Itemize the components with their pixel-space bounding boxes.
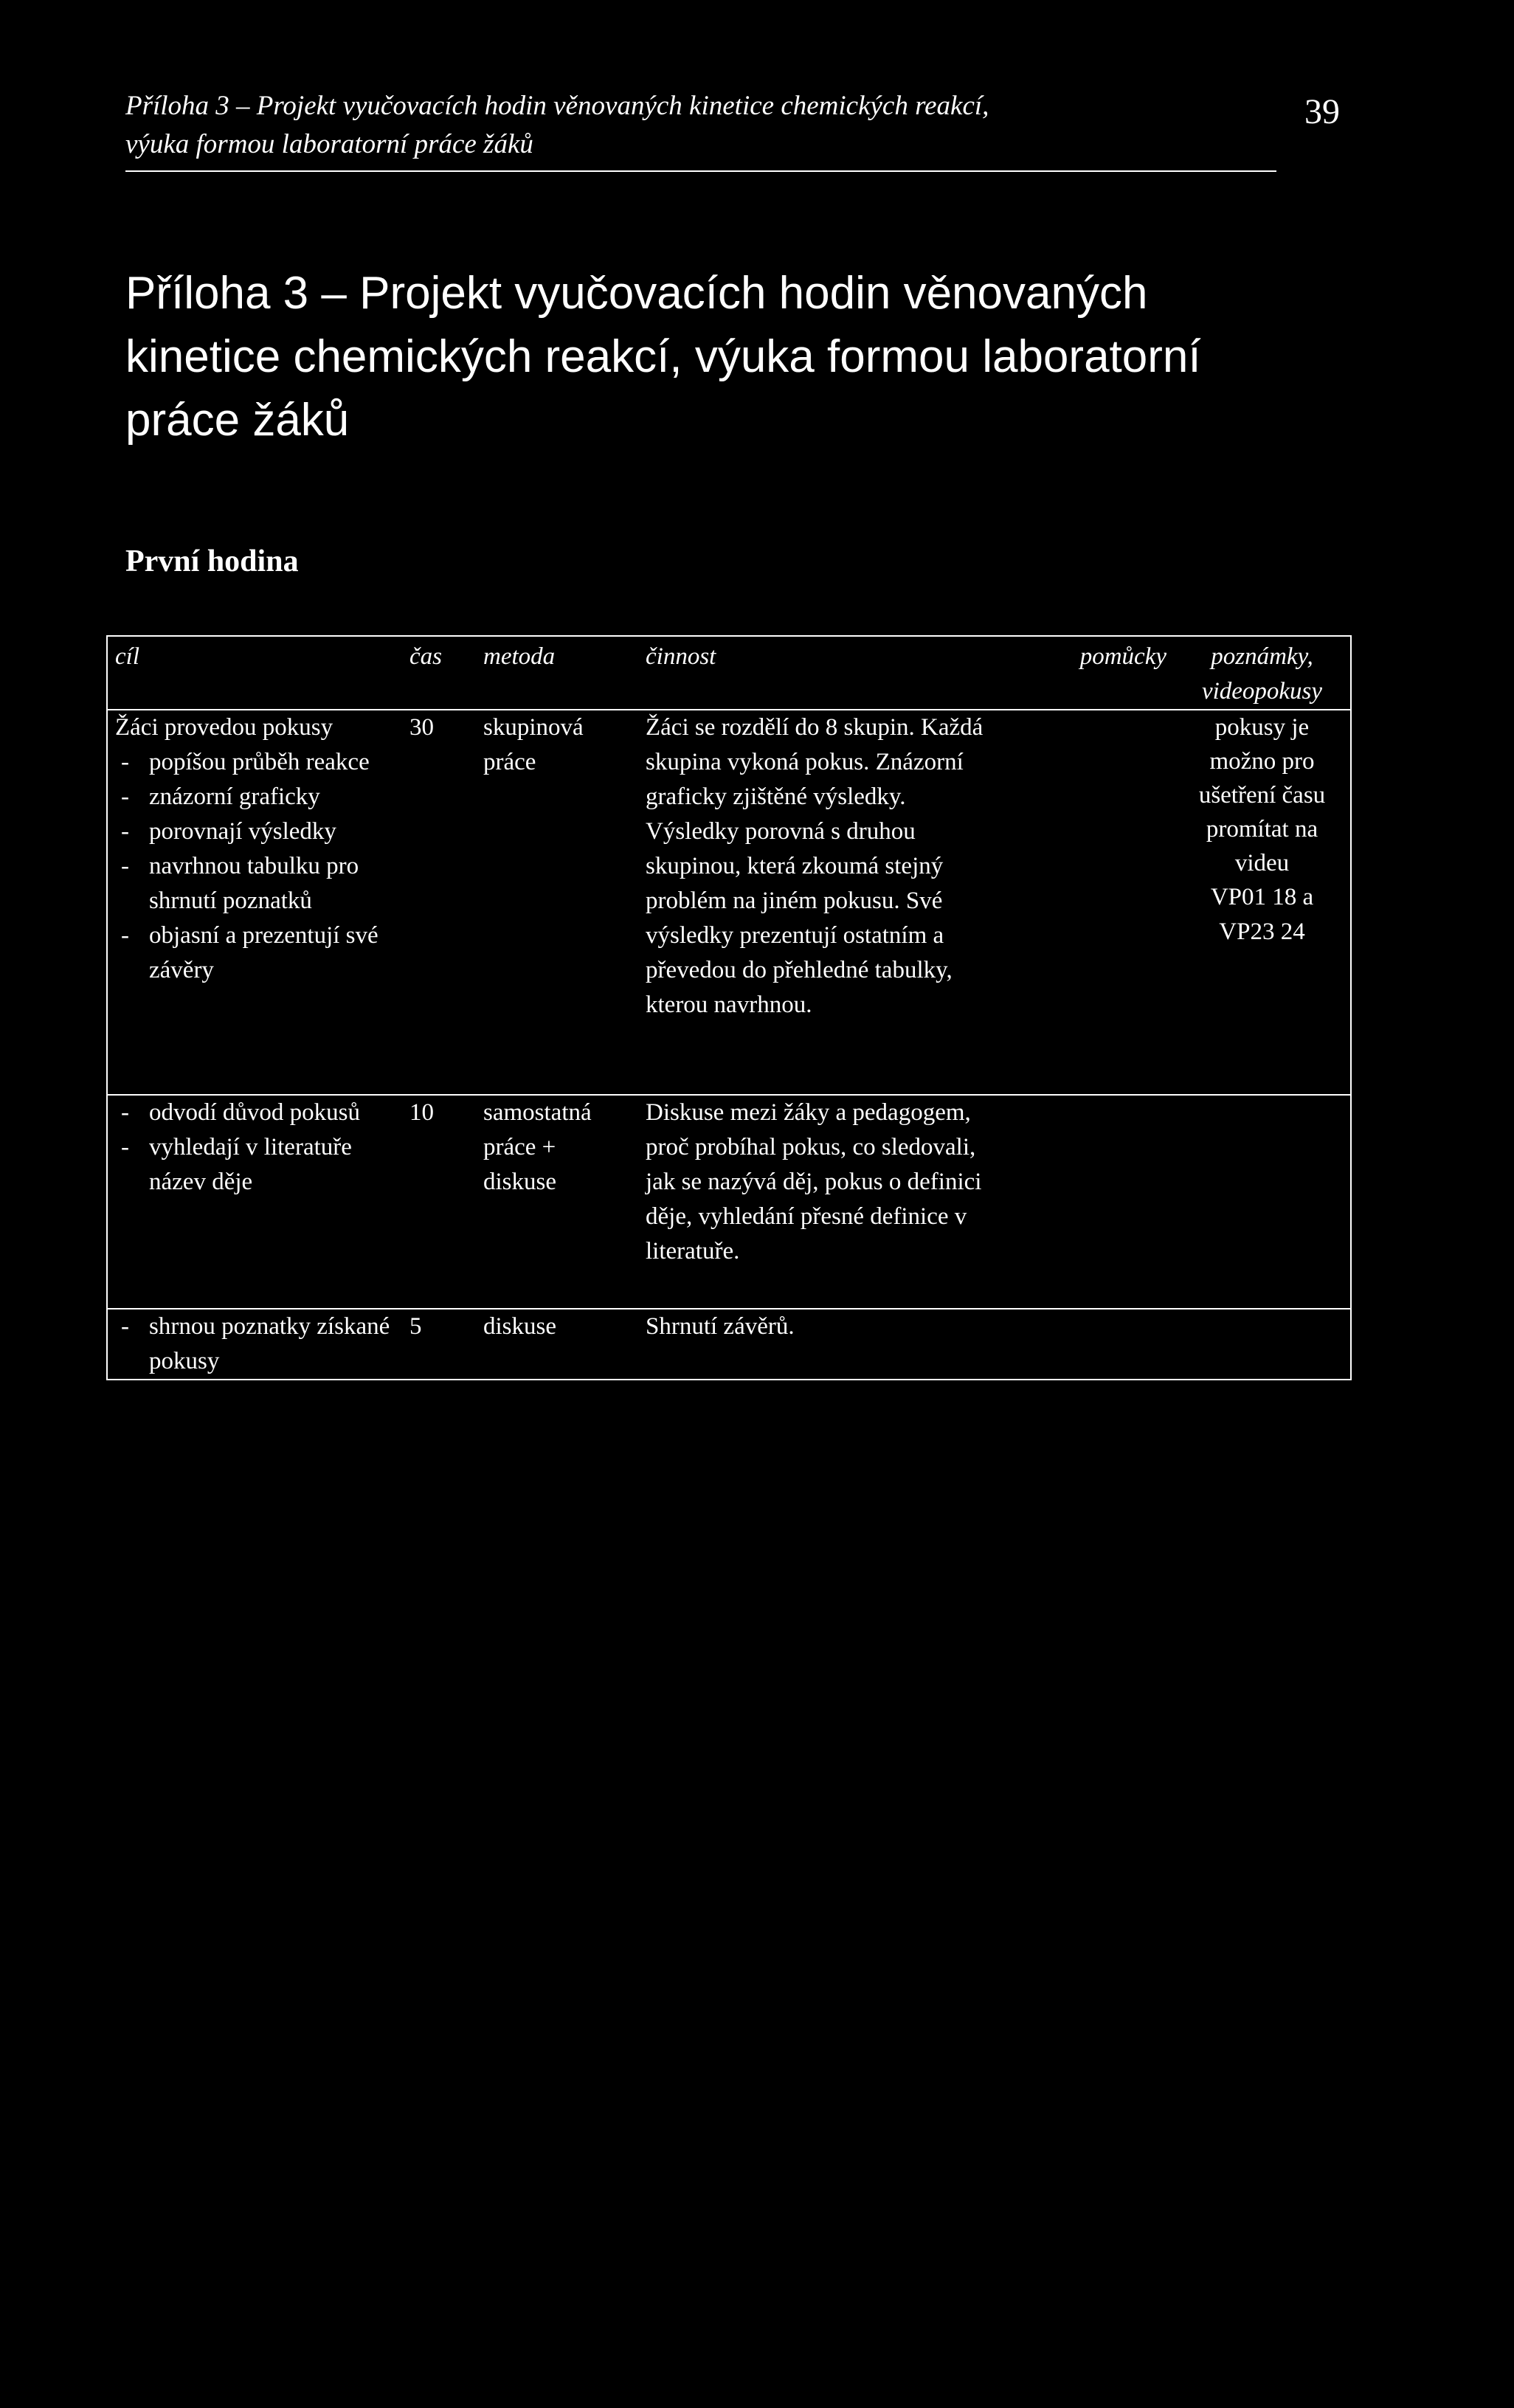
goal-item: - vyhledají v literatuře název děje (115, 1130, 395, 1200)
header-time: čas (409, 643, 442, 670)
time-cell: 5 (409, 1313, 422, 1340)
table-row (107, 1309, 1351, 1380)
notes-text: pokusy je možno pro ušetření času promítat na videu (1198, 714, 1326, 876)
notes-video-ref-1: VP01 18 a (1210, 884, 1314, 910)
running-header (125, 87, 1276, 164)
time-cell: 30 (409, 714, 434, 741)
activity-cell: Shrnutí závěrů. (646, 1313, 795, 1340)
method-cell: diskuse (483, 1313, 556, 1340)
notes-cell (1174, 710, 1351, 1095)
goal-cell (107, 710, 402, 1095)
table-row (107, 1095, 1351, 1309)
goal-lead: Žáci provedou pokusy (115, 714, 333, 741)
goal-item: - odvodí důvod pokusů (115, 1096, 395, 1130)
header-aids: pomůcky (1079, 643, 1166, 670)
goal-item: - objasní a prezentují své závěry (115, 918, 395, 988)
goal-item: - shrnou poznatky získané pokusy (115, 1309, 395, 1379)
appendix-title-line-1: Příloha 3 – Projekt vyučovacích hodin věnovaných (125, 268, 1148, 319)
goal-list (115, 1096, 395, 1200)
page-number: 39 (1304, 92, 1340, 131)
goal-item: - popíšou průběh reakce (115, 745, 395, 780)
running-header-line-2: výuka formou laboratorní práce žáků (125, 129, 533, 159)
goal-item: - navrhnou tabulku pro shrnutí poznatků (115, 849, 395, 918)
aids-cell (1000, 1309, 1174, 1380)
table-row (107, 710, 1351, 1095)
notes-video-ref-2: VP23 24 (1219, 918, 1305, 945)
header-method: metoda (483, 643, 556, 670)
notes-cell (1174, 1309, 1351, 1380)
aids-cell (1000, 1095, 1174, 1309)
notes-cell (1174, 1095, 1351, 1309)
activity-cell: Žáci se rozdělí do 8 skupin. Každá skupina vykoná pokus. Znázorní graficky zjištěné výsledky. Výsledky porovná s druhou skupinou, která zkoumá stejný problém na jiném pokusu. Své výsledky prezentují ostatním a převedou do přehledné tabulky, kterou navrhnou. (646, 714, 984, 1018)
running-header-line-1: Příloha 3 – Projekt vyučovacích hodin věnovaných kinetice chemických reakcí, (125, 91, 989, 121)
appendix-title-line-2: kinetice chemických reakcí, výuka formou laboratorní (125, 331, 1201, 382)
goal-item: - porovnají výsledky (115, 814, 395, 849)
appendix-title (125, 262, 1306, 452)
header-rule (125, 170, 1276, 172)
header-notes: poznámky, videopokusy (1201, 643, 1323, 705)
aids-cell (1000, 710, 1174, 1095)
header-goal: cíl (115, 643, 139, 670)
method-cell: skupinová práce (483, 714, 584, 775)
table-header-row (107, 636, 1351, 710)
goal-cell (107, 1309, 402, 1380)
lesson-plan-table (106, 635, 1352, 1380)
goal-list (115, 745, 395, 988)
appendix-title-line-3: práce žáků (125, 395, 350, 446)
goal-list (115, 1309, 395, 1379)
header-activity: činnost (646, 643, 716, 670)
goal-item: - znázorní graficky (115, 780, 395, 814)
method-cell: samostatná práce + diskuse (483, 1099, 592, 1195)
time-cell: 10 (409, 1099, 434, 1126)
activity-cell: Diskuse mezi žáky a pedagogem, proč probíhal pokus, co sledovali, jak se nazývá děj, pokus o definici děje, vyhledání přesné definice v literatuře. (646, 1099, 982, 1264)
section-title: První hodina (125, 544, 299, 578)
goal-cell (107, 1095, 402, 1309)
